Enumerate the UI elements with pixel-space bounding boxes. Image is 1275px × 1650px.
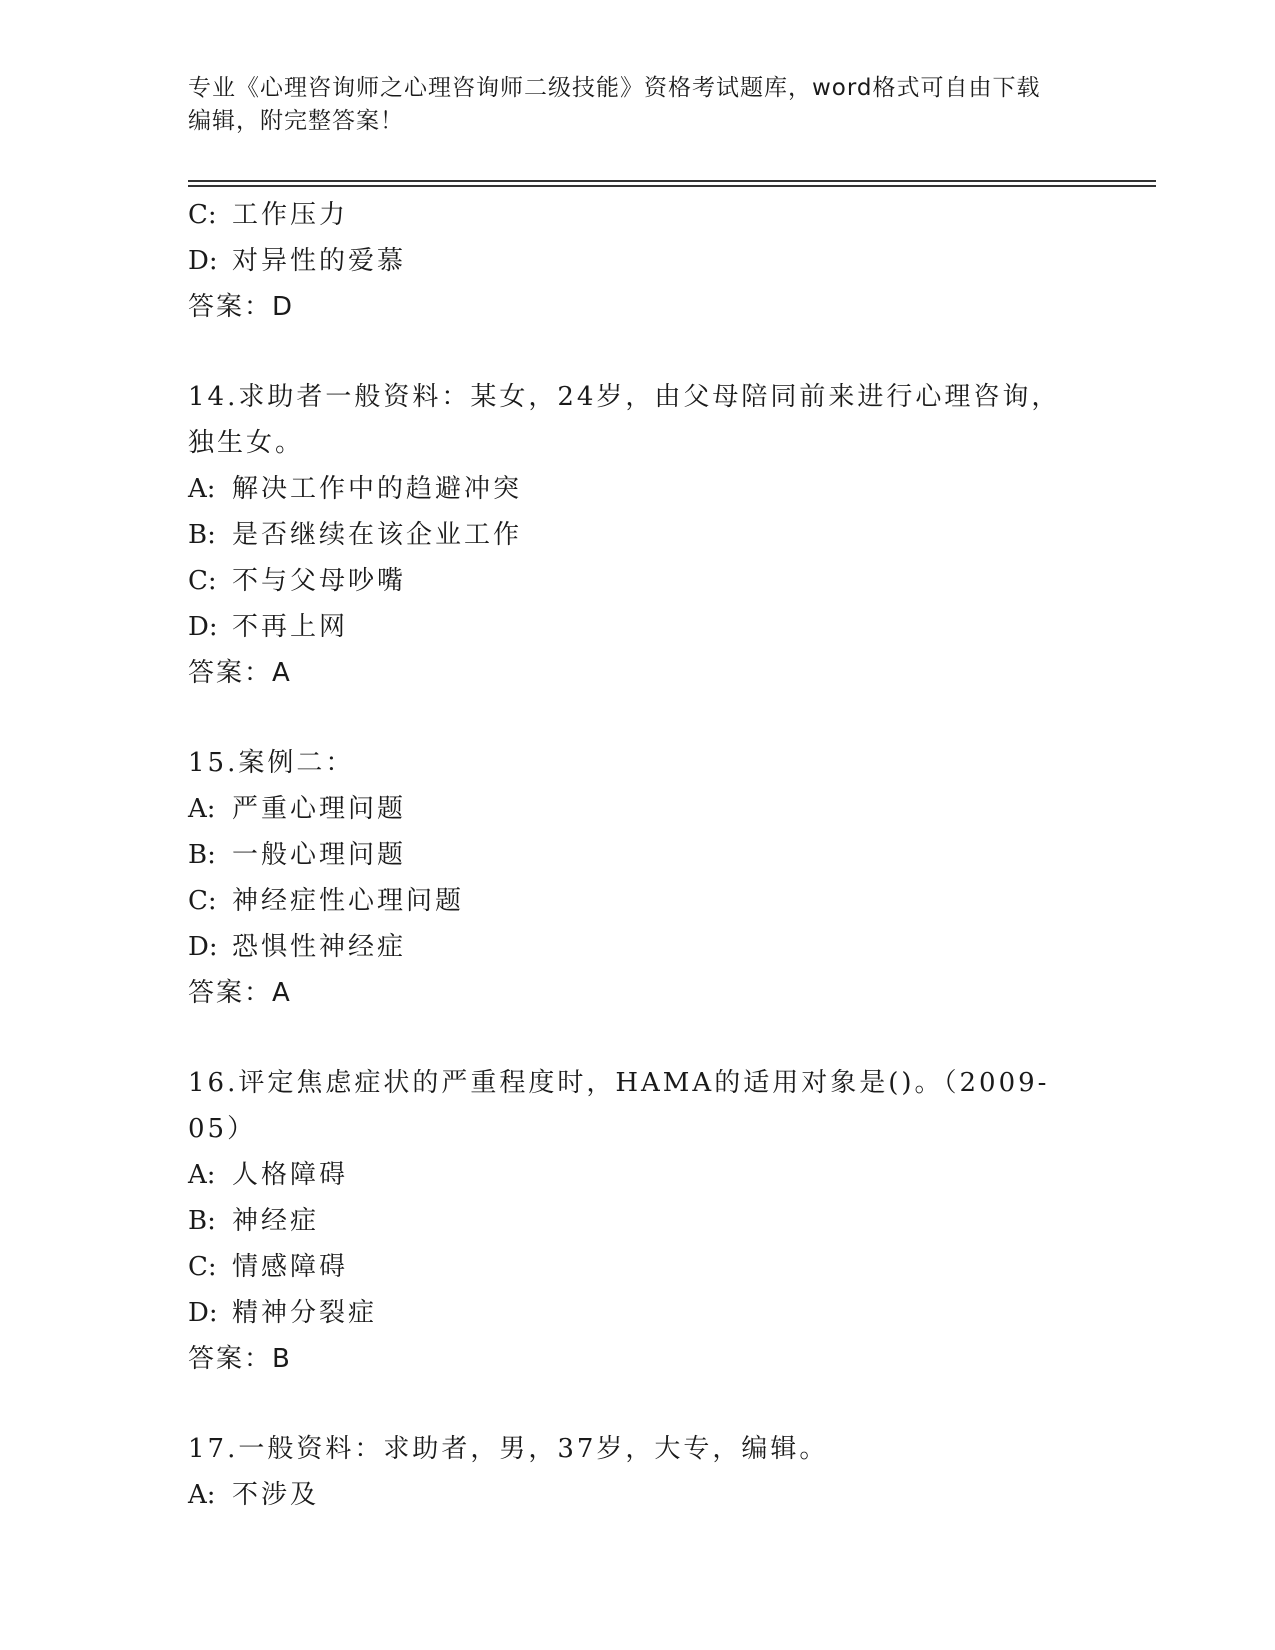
option-c: C: 情感障碍 [188, 1252, 349, 1282]
page-header [188, 72, 1088, 138]
header-line-1: 专业《心理咨询师之心理咨询师二级技能》资格考试题库，word格式可自由下载 [188, 75, 1041, 101]
question-14 [188, 374, 1088, 696]
question-stem: 14.求助者一般资料：某女，24岁，由父母陪同前来进行心理咨询，独生女。 [188, 382, 1061, 458]
option-a: A: 不涉及 [188, 1480, 320, 1510]
option-b: B: 神经症 [188, 1206, 320, 1236]
option-a: A: 人格障碍 [188, 1160, 349, 1190]
option-a: A: 严重心理问题 [188, 794, 407, 824]
answer-line: 答案：A [188, 658, 292, 688]
question-stem: 15.案例二： [188, 748, 355, 778]
question-list [188, 192, 1088, 1518]
question-stem: 17.一般资料：求助者，男，37岁，大专，编辑。 [188, 1434, 829, 1464]
option-c: C: 不与父母吵嘴 [188, 566, 407, 596]
option-b: B: 一般心理问题 [188, 840, 407, 870]
header-divider-top [188, 180, 1156, 182]
answer-line: 答案：A [188, 978, 292, 1008]
question-stem: 16.评定焦虑症状的严重程度时，HAMA的适用对象是()。（2009-05） [188, 1068, 1050, 1144]
header-line-2: 编辑，附完整答案！ [188, 108, 404, 134]
option-b: B: 是否继续在该企业工作 [188, 520, 523, 550]
question-17 [188, 1426, 1088, 1518]
option-d: D: 不再上网 [188, 612, 349, 642]
option-a: A: 解决工作中的趋避冲突 [188, 474, 523, 504]
header-divider-bottom [188, 185, 1156, 187]
answer-line: 答案：D [188, 292, 295, 322]
option-c: C: 神经症性心理问题 [188, 886, 465, 916]
option-c: C: 工作压力 [188, 200, 349, 230]
option-d: D: 恐惧性神经症 [188, 932, 407, 962]
answer-line: 答案：B [188, 1344, 292, 1374]
question-continued [188, 192, 1088, 330]
option-d: D: 对异性的爱慕 [188, 246, 407, 276]
question-16 [188, 1060, 1088, 1382]
question-15 [188, 740, 1088, 1016]
option-d: D: 精神分裂症 [188, 1298, 378, 1328]
